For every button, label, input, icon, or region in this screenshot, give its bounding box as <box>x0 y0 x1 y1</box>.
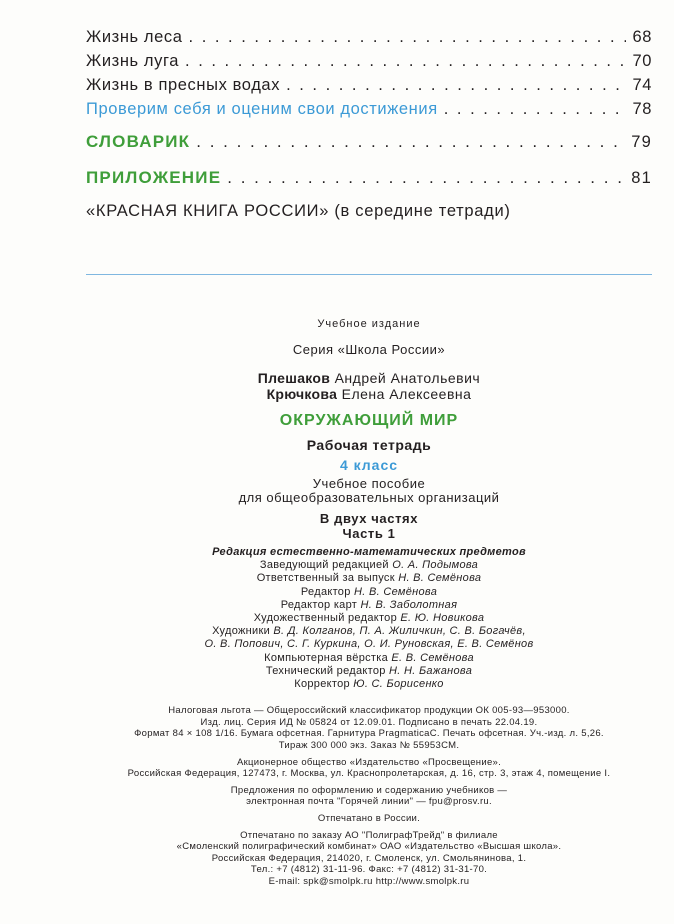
credit-line: Технический редактор Н. Н. Бажанова <box>265 664 473 677</box>
toc-entry-label: Жизнь в пресных водах <box>86 76 281 94</box>
toc-section-label: ПРИЛОЖЕНИЕ <box>86 168 222 187</box>
credit-line: Художники В. Д. Колганов, П. А. Жиличкин, С. В. Богачёв, <box>212 625 526 638</box>
toc-page-number: 74 <box>632 76 652 94</box>
tax-info <box>86 705 652 751</box>
table-of-contents <box>86 28 652 221</box>
imprint-block <box>86 318 652 888</box>
toc-section-label: СЛОВАРИК <box>86 132 191 151</box>
fine-line: Предложения по оформлению и содержанию учебников — <box>230 784 508 796</box>
printed-in: Отпечатано в России. <box>317 812 421 824</box>
author-surname: Крючкова <box>266 386 338 402</box>
book-description: для общеобразовательных организаций <box>238 490 500 505</box>
fine-line: Российская Федерация, 214020, г. Смоленск, ул. Смольянинова, 1. <box>211 852 527 864</box>
credit-line: Редактор карт Н. В. Заболотная <box>280 598 458 611</box>
fine-line: Формат 84 × 108 1/16. Бумага офсетная. Гарнитура PragmaticaC. Печать офсетная. Уч.-изд. л. 5,26. <box>134 728 604 740</box>
parts-info: В двух частях <box>319 511 419 526</box>
toc-leader-dots <box>185 52 626 71</box>
author-line <box>86 386 652 402</box>
series-name: Серия «Школа России» <box>292 342 446 357</box>
credit-line: Редактор Н. В. Семёнова <box>300 585 438 598</box>
toc-leader-dots <box>444 100 627 119</box>
fine-line: E-mail: spk@smolpk.ru http://www.smolpk.ru <box>268 875 470 887</box>
toc-page-number: 68 <box>632 28 652 46</box>
edition-type: Учебное издание <box>317 318 421 330</box>
toc-entry-label: Проверим себя и оценим свои достижения <box>86 100 438 118</box>
credit-line: Заведующий редакцией О. А. Подымова <box>259 559 479 572</box>
printer-info <box>86 830 652 888</box>
toc-entry[interactable] <box>86 76 652 100</box>
fine-line: Российская Федерация, 127473, г. Москва, ул. Краснопролетарская, д. 16, стр. 3, этаж 4, помещение I. <box>127 768 611 780</box>
fine-line: Тираж 300 000 экз. Заказ № 55953СМ. <box>278 740 460 752</box>
credit-line: Ответственный за выпуск Н. В. Семёнова <box>256 572 482 585</box>
toc-leader-dots <box>189 28 627 47</box>
fine-line: Тел.: +7 (4812) 31-11-96. Факс: +7 (4812) 31-31-70. <box>250 864 488 876</box>
toc-entry-label: Жизнь луга <box>86 52 180 70</box>
book-subtitle: Рабочая тетрадь <box>306 437 432 453</box>
fine-line: «Смоленский полиграфический комбинат» ОАО «Издательство «Высшая школа». <box>176 841 562 853</box>
toc-page-number: 78 <box>632 100 652 118</box>
fine-line: Акционерное общество «Издательство «Просвещение». <box>236 756 502 768</box>
grade-label: 4 класс <box>339 457 399 473</box>
toc-leader-dots <box>196 132 625 152</box>
toc-entry-label: Жизнь леса <box>86 28 183 46</box>
author-surname: Плешаков <box>257 370 331 386</box>
fine-line: электронная почта "Горячей линии" — fpu@prosv.ru. <box>246 796 492 808</box>
toc-section-appendix[interactable] <box>86 160 652 196</box>
toc-entry-self-check[interactable] <box>86 100 652 124</box>
fine-line: Изд. лиц. Серия ИД № 05824 от 12.09.01. Подписано в печать 22.04.19. <box>200 716 538 728</box>
credit-line: Корректор Ю. С. Борисенко <box>294 678 444 691</box>
credit-line: Художественный редактор Е. Ю. Новикова <box>253 612 485 625</box>
suggestions-info <box>86 785 652 808</box>
book-title: ОКРУЖАЮЩИЙ МИР <box>279 412 459 429</box>
section-divider <box>86 274 652 275</box>
author-line <box>86 370 652 386</box>
toc-leader-dots <box>286 76 626 95</box>
toc-page-number: 79 <box>631 132 652 151</box>
toc-entry[interactable] <box>86 52 652 76</box>
book-description: Учебное пособие <box>312 476 426 491</box>
toc-section-glossary[interactable] <box>86 124 652 160</box>
fine-line: Налоговая льгота — Общероссийский классификатор продукции ОК 005-93—953000. <box>168 705 570 717</box>
fine-line: Отпечатано по заказу АО "ПолиграфТрейд" в филиале <box>240 829 498 841</box>
credit-line: О. В. Попович, С. Г. Куркина, О. И. Руновская, Е. В. Семёнов <box>204 638 534 651</box>
author-given-names: Елена Алексеевна <box>341 386 472 402</box>
red-book-note: «КРАСНАЯ КНИГА РОССИИ» (в середине тетради) <box>86 202 511 220</box>
publisher-info <box>86 757 652 780</box>
toc-entry[interactable] <box>86 28 652 52</box>
credits-header: Редакция естественно-математических предметов <box>212 546 526 558</box>
credits-block <box>86 546 652 691</box>
toc-page-number: 70 <box>632 52 652 70</box>
credit-line: Компьютерная вёрстка Е. В. Семёнова <box>264 651 474 664</box>
toc-leader-dots <box>227 168 625 188</box>
author-given-names: Андрей Анатольевич <box>334 370 481 386</box>
part-number: Часть 1 <box>342 526 396 541</box>
toc-page-number: 81 <box>631 168 652 187</box>
